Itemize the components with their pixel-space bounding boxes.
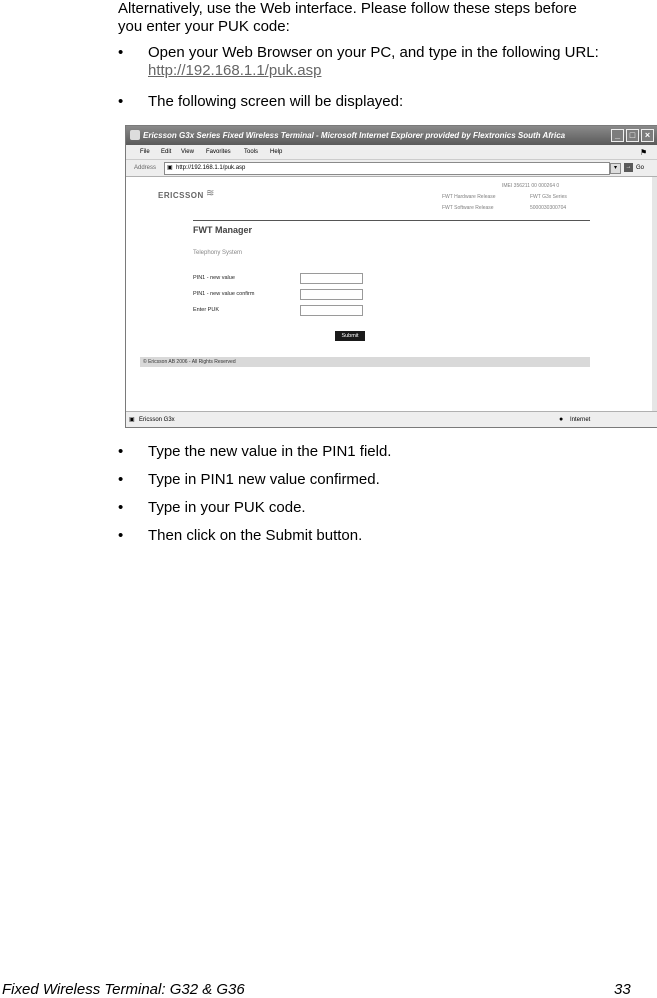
sw-release-label: FWT Software Release — [442, 205, 494, 211]
bullet-dot: • — [118, 471, 124, 488]
bullet-text: Open your Web Browser on your PC, and type in the following URL: — [148, 44, 599, 61]
submit-button[interactable]: Submit — [335, 331, 365, 341]
maximize-icon[interactable]: □ — [626, 129, 639, 142]
menu-edit[interactable]: Edit — [161, 149, 172, 155]
ericsson-logo: ERICSSON — [158, 191, 204, 200]
menu-view[interactable]: View — [181, 149, 194, 155]
status-left-text: Ericsson G3x — [139, 417, 175, 423]
bullet-dot: • — [118, 93, 124, 110]
bullet-text: Type in PIN1 new value confirmed. — [148, 471, 380, 488]
chevron-down-icon[interactable]: ▾ — [610, 163, 621, 174]
page-number: 33 — [614, 981, 631, 998]
status-bar — [126, 411, 657, 428]
page-icon: ▣ — [167, 165, 173, 171]
intro-line-2: you enter your PUK code: — [118, 18, 290, 35]
page-subheading: Telephony System — [193, 250, 243, 256]
bullet-dot: • — [118, 443, 124, 460]
header-divider — [193, 220, 590, 221]
browser-page — [126, 177, 657, 411]
ie-icon — [130, 130, 140, 140]
address-input[interactable] — [164, 162, 610, 175]
bullet-text: Type in your PUK code. — [148, 499, 306, 516]
pin-new-field[interactable] — [300, 273, 363, 284]
bullet-dot: • — [118, 44, 124, 61]
address-value: http://192.168.1.1/puk.asp — [176, 165, 246, 171]
puk-field[interactable] — [300, 305, 363, 316]
address-label: Address — [134, 165, 157, 171]
pin-confirm-field[interactable] — [300, 289, 363, 300]
menu-bar — [126, 145, 657, 160]
intro-paragraph — [118, 0, 638, 36]
status-page-icon: ▣ — [129, 417, 135, 423]
bullet-text: The following screen will be displayed: — [148, 93, 404, 110]
menu-file[interactable]: File — [140, 149, 150, 155]
pin-confirm-label: PIN1 - new value confirm — [193, 291, 255, 297]
ericsson-logo-mark-icon: ≋ — [206, 188, 215, 199]
enter-puk-label: Enter PUK — [193, 307, 219, 313]
page-heading: FWT Manager — [193, 225, 253, 235]
close-icon[interactable]: × — [641, 129, 654, 142]
minimize-icon[interactable]: _ — [611, 129, 624, 142]
go-button[interactable]: Go — [636, 165, 645, 171]
menu-tools[interactable]: Tools — [244, 149, 259, 155]
imei-text: IMEI 356211 00 000264 0 — [502, 183, 560, 189]
address-bar — [126, 160, 657, 177]
copyright-text: © Ericsson AB 2006 - All Rights Reserved — [143, 359, 236, 365]
bullet-text: Type the new value in the PIN1 field. — [148, 443, 392, 460]
status-zone-text: Internet — [570, 417, 591, 423]
copyright-bar — [140, 357, 590, 367]
bullet-dot: • — [118, 499, 124, 516]
intro-line-1: Alternatively, use the Web interface. Please follow these steps before — [118, 0, 577, 17]
browser-screenshot — [125, 125, 657, 428]
bullet-dot: • — [118, 527, 124, 544]
hw-release-label: FWT Hardware Release — [442, 194, 496, 200]
pin-new-label: PIN1 - new value — [193, 275, 235, 281]
sw-release-value: 5000030300704 — [530, 205, 567, 211]
globe-icon: ● — [559, 416, 564, 423]
browser-titlebar — [126, 126, 657, 145]
menu-favorites[interactable]: Favorites — [206, 149, 231, 155]
go-arrow-icon[interactable]: → — [625, 164, 632, 170]
menu-help[interactable]: Help — [270, 149, 283, 155]
scrollbar[interactable] — [652, 177, 657, 411]
window-title: Ericsson G3x Series Fixed Wireless Terminal - Microsoft Internet Explorer provided by Flextronics South Africa — [143, 131, 566, 140]
bullet-text: Then click on the Submit button. — [148, 527, 363, 544]
puk-url-link[interactable]: http://192.168.1.1/puk.asp — [148, 62, 322, 79]
footer-title: Fixed Wireless Terminal: G32 & G36 — [2, 981, 245, 998]
hw-release-value: FWT G3x Series — [530, 194, 567, 200]
windows-flag-icon: ⚑ — [640, 148, 648, 157]
